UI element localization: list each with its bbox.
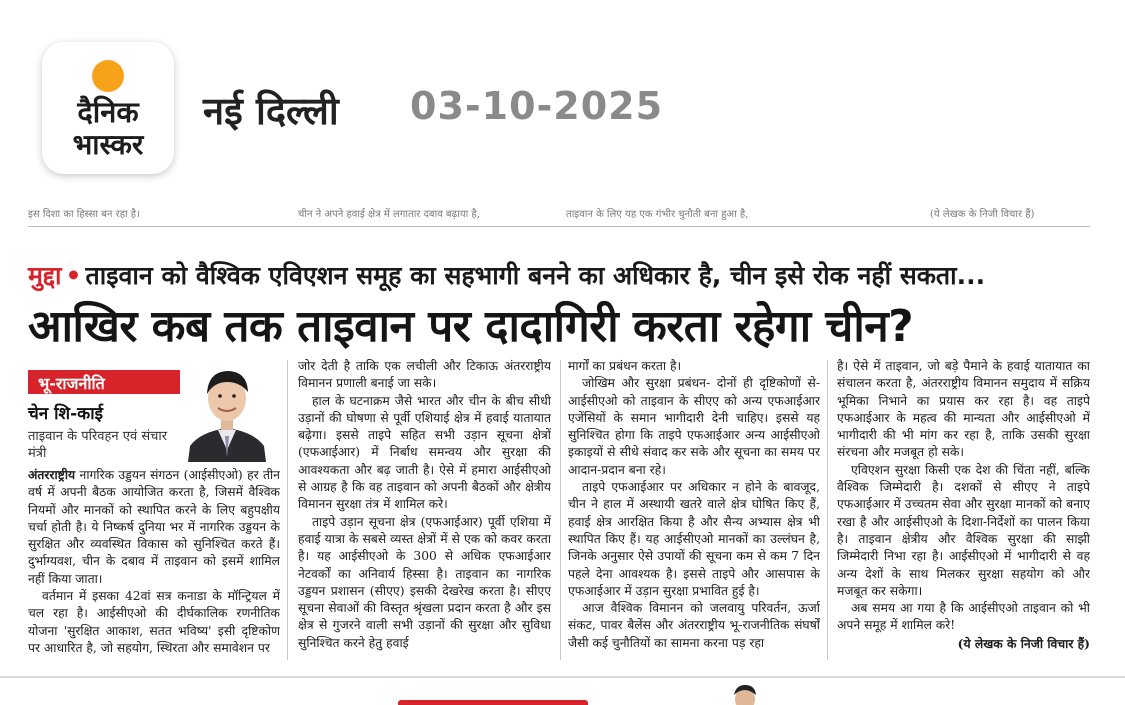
paragraph: अब समय आ गया है कि आईसीएओ ताइवान को भी अपने समूह में शामिल करे! xyxy=(837,601,1090,633)
paragraph: है। ऐसे में ताइवान, जो बड़े पैमाने के हवाई यातायात का संचालन करता है, अंतरराष्ट्रीय विमानन समुदाय में सक्रिय भूमिका निभाने का प्रयास कर रहा है। वह ताइपे एफआईआर के महत्व की मान्यता और आईसीएओ में भागीदारी की भी मांग कर रहा है, ताकि उसकी सुरक्षा संरचना और मजबूत हो सके। xyxy=(837,359,1090,460)
paragraph: आज वैश्विक विमानन को जलवायु परिवर्तन, ऊर्जा संकट, पावर बैलेंस और अंतरराष्ट्रीय भू-राजनीतिक संघर्षों जैसी कई चुनौतियों का सामना करना पड़ रहा xyxy=(568,601,820,650)
author-disclaimer: (ये लेखक के निजी विचार हैं) xyxy=(957,635,1090,651)
author-photo xyxy=(180,358,274,462)
paragraph: ताइपे उड़ान सूचना क्षेत्र (एफआईआर) पूर्वी एशिया में हवाई यात्रा के सबसे व्यस्त क्षेत्रों में से एक को कवर करता है। यह आईसीएओ के 300 से अधिक एफआईआर नेटवर्कों का अनिवार्य हिस्सा है। ताइवान का नागरिक उड्डयन प्रशासन (सीएए) इसकी देखरेख करता है। सीएए सूचना सेवाओं की विस्तृत श्रृंखला प्रदान करता है और इस क्षेत्र से गुजरने वाली सभी उड़ानों की सुरक्षा और सुविधा सुनिश्चित करने हेतु हवाई xyxy=(298,514,551,650)
kicker-text: ताइवान को वैश्विक एविएशन समूह का सहभागी बनने का अधिकार है, चीन इसे रोक नहीं सकता... xyxy=(85,261,986,290)
prev-article-strip-1: इस दिशा का हिस्सा बन रहा है। xyxy=(28,209,140,220)
headline: आखिर कब तक ताइवान पर दादागिरी करता रहेगा चीन? xyxy=(28,301,914,352)
portrait-icon xyxy=(728,683,762,705)
column-divider xyxy=(560,360,561,660)
author-portrait-icon xyxy=(180,358,274,462)
bottom-divider xyxy=(0,676,1125,678)
paragraph: एविएशन सुरक्षा किसी एक देश की चिंता नहीं, बल्कि वैश्विक जिम्मेदारी है। दशकों से सीएए ने ताइपे एफआईआर में उच्चतम सेवा और सुरक्षा मानकों को बनाए रखा है और आईसीएओ के दिशा-निर्देशों का पालन किया है। ताइवान क्षेत्रीय और वैश्विक सुरक्षा की साझी जिम्मेदारी निभा रहा है। आईसीएओ में भागीदारी से वह अन्य देशों के साथ मिलकर सुरक्षा सहयोग को और मजबूत कर सकेगा। xyxy=(837,462,1090,598)
kicker xyxy=(28,258,985,292)
prev-article-strip-4: (ये लेखक के निजी विचार हैं) xyxy=(930,209,1035,220)
logo-text-line1: दैनिक xyxy=(77,95,139,129)
column-divider xyxy=(287,360,288,660)
paragraph: ताइपे एफआईआर पर अधिकार न होने के बावजूद, चीन ने हाल में अस्थायी खतरे वाले क्षेत्र घोषित किए हैं, हवाई क्षेत्र आरक्षित किया है और सैन्य अभ्यास क्षेत्र भी स्थापित किए हैं। यह आईसीएओ मानकों का उल्लंघन है, जिनके अनुसार ऐसे उपायों की सूचना कम से कम 7 दिन पहले देना आवश्यक है। इससे ताइपे और आसपास के एफआईआर में उड़ान सुरक्षा प्रभावित हुई है। xyxy=(568,480,820,598)
paragraph: मार्गों का प्रबंधन करता है। xyxy=(568,359,682,373)
edition-city: नई दिल्ली xyxy=(203,89,339,133)
paragraph: जोखिम और सुरक्षा प्रबंधन- दोनों ही दृष्टिकोणों से- आईसीएओ को ताइवान के सीएए को अन्य एफआईआर एजेंसियों के समान भागीदारी देनी चाहिए। इससे यह सुनिश्चित होगा कि ताइपे एफआईआर अन्य आईसीएओ इकाइयों से सीधे संवाद कर सके और सूचना का समय पर आदान-प्रदान बना रहे। xyxy=(568,376,820,477)
body-column-2 xyxy=(298,358,551,662)
paragraph: वर्तमान में इसका 42वां सत्र कनाडा के मॉन्ट्रियल में चल रहा है। आईसीएओ की दीर्घकालिक रणनीतिक योजना 'सुरक्षित आकाश, सतत भविष्य' इसी दृष्टिकोण पर आधारित है, जो सहयोग, स्थिरता और समावेशन पर xyxy=(28,589,280,655)
next-article-tag xyxy=(398,700,588,705)
dainik-bhaskar-logo xyxy=(42,42,174,174)
kicker-bullet: • xyxy=(65,261,82,290)
section-tag-label: भू-राजनीति xyxy=(38,374,105,393)
next-article-photo xyxy=(728,683,762,705)
column-divider xyxy=(827,360,828,660)
sun-icon xyxy=(92,60,124,92)
paragraph xyxy=(28,466,280,588)
body-column-3 xyxy=(568,358,820,662)
author-role: ताइवान के परिवहन एवं संचार मंत्री xyxy=(28,429,168,461)
edition-date: 03-10-2025 xyxy=(410,84,664,128)
logo-text-line2: भास्कर xyxy=(72,128,144,161)
body-column-4 xyxy=(837,358,1090,662)
kicker-label: मुद्दा xyxy=(28,261,62,290)
paragraph: हाल के घटनाक्रम जैसे भारत और चीन के बीच सीधी उड़ानों की घोषणा से पूर्वी एशियाई क्षेत्र में हवाई यातायात बढ़ेगा। इससे ताइपे सहित सभी उड़ान सूचना क्षेत्रों (एफआईआर) में निर्बाध समन्वय और सुरक्षा की आवश्यकता और बढ़ जाती है। ऐसे में हमारा आईसीएओ से आग्रह है कि वह ताइवान को अपनी बैठकों और क्षेत्रीय विमानन सुरक्षा तंत्र में शामिल करे। xyxy=(298,393,551,512)
page-header xyxy=(0,0,1125,200)
top-divider xyxy=(28,226,1090,227)
author-name: चेन शि-काई xyxy=(28,404,103,424)
prev-article-strip-3: ताइवान के लिए यह एक गंभीर चुनौती बना हुआ है, xyxy=(566,209,749,220)
paragraph: जोर देती है ताकि एक लचीली और टिकाऊ अंतरराष्ट्रीय विमानन प्रणाली बनाई जा सके। xyxy=(298,359,551,391)
body-column-1 xyxy=(28,466,280,662)
paragraph-text: नागरिक उड्डयन संगठन (आईसीएओ) हर तीन वर्ष में अपनी बैठक आयोजित करता है, जिसमें वैश्विक नियमों और मानकों को स्थापित करने के लिए बहुपक्षीय चर्चा होती है। ये निष्कर्ष दुनिया भर में नागरिक उड्डयन के सुरक्षित और व्यवस्थित विकास को सुनिश्चित करते हैं। दुर्भाग्यवश, चीन के दबाव में ताइवान को इसमें शामिल नहीं किया जाता। xyxy=(28,468,280,586)
lead-word: अंतरराष्ट्रीय xyxy=(28,467,76,482)
prev-article-strip-2: चीन ने अपने हवाई क्षेत्र में लगातार दबाव बढ़ाया है, xyxy=(298,209,480,220)
